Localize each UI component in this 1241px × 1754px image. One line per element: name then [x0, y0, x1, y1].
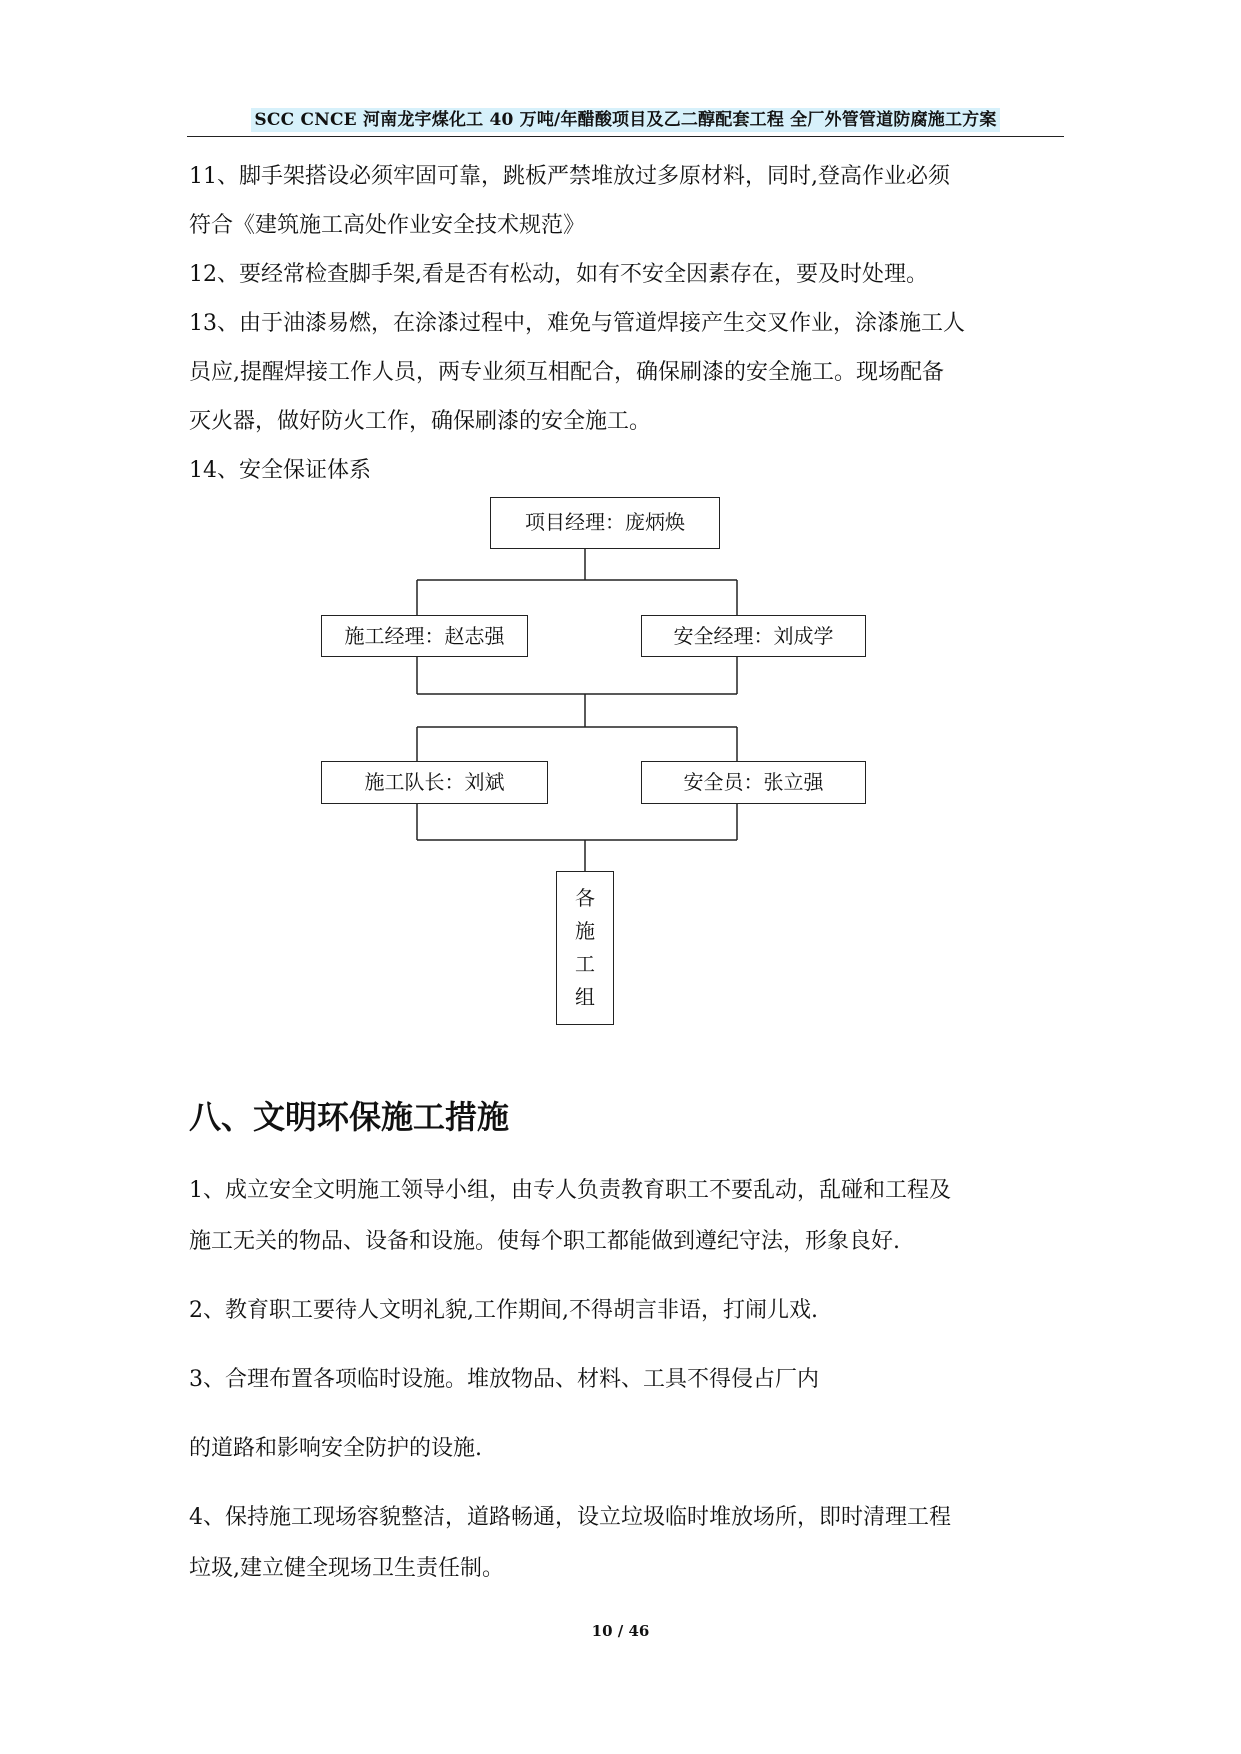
safety-item-line: 13、由于油漆易燃，在涂漆过程中，难免与管道焊接产生交叉作业，涂漆施工人: [189, 311, 965, 336]
safety-item-line: 员应,提醒焊接工作人员，两专业须互相配合，确保刷漆的安全施工。现场配备: [189, 360, 944, 385]
env-item-line: 4、保持施工现场容貌整洁，道路畅通，设立垃圾临时堆放场所，即时清理工程: [189, 1505, 951, 1530]
groups-char: 工: [575, 952, 595, 976]
header-title: SCC CNCE 河南龙宇煤化工 40 万吨/年醋酸项目及乙二醇配套工程 全厂外管管道防腐施工方案: [251, 108, 999, 132]
safety-officer-box: [641, 761, 866, 804]
env-item-line: 2、教育职工要待人文明礼貌,工作期间,不得胡言非语，打闹儿戏.: [189, 1298, 818, 1323]
safety-officer-label: 安全员：张立强: [683, 770, 824, 794]
groups-char: 各: [575, 886, 595, 910]
env-items: [189, 1166, 1064, 1595]
safety-item-line: 符合《建筑施工高处作业安全技术规范》: [189, 213, 586, 238]
construction-manager-label: 施工经理：赵志强: [344, 624, 505, 648]
document-header: [187, 108, 1064, 137]
construction-manager-box: [321, 615, 528, 657]
safety-manager-box: [641, 615, 866, 657]
safety-item-line: 12、要经常检查脚手架,看是否有松动，如有不安全因素存在，要及时处理。: [189, 262, 928, 287]
safety-item-line: 11、脚手架搭设必须牢固可靠，跳板严禁堆放过多原材料，同时,登高作业必须: [189, 164, 950, 189]
env-item-line: 垃圾,建立健全现场卫生责任制。: [189, 1556, 504, 1581]
env-item-line: 的道路和影响安全防护的设施.: [189, 1436, 482, 1461]
construction-groups-box: [556, 871, 614, 1025]
safety-manager-label: 安全经理：刘成学: [673, 624, 834, 648]
groups-char: 施: [575, 919, 595, 943]
project-manager-label: 项目经理：庞炳焕: [525, 510, 685, 534]
safety-item-line: 灭火器，做好防火工作，确保刷漆的安全施工。: [189, 409, 652, 434]
safety-system-heading: 14、安全保证体系: [189, 458, 371, 483]
env-item-line: 3、合理布置各项临时设施。堆放物品、材料、工具不得侵占厂内: [189, 1367, 819, 1392]
page-number: 10 / 46: [591, 1622, 650, 1640]
project-manager-box: [490, 497, 720, 549]
team-leader-box: [321, 761, 548, 804]
env-item-line: 施工无关的物品、设备和设施。使每个职工都能做到遵纪守法，形象良好.: [189, 1229, 900, 1254]
section-heading: 八、文明环保施工措施: [189, 1098, 510, 1136]
safety-items: [189, 152, 1064, 495]
env-item-line: 1、成立安全文明施工领导小组，由专人负责教育职工不要乱动，乱碰和工程及: [189, 1178, 951, 1203]
team-leader-label: 施工队长：刘斌: [364, 770, 505, 794]
groups-char: 组: [575, 985, 595, 1009]
